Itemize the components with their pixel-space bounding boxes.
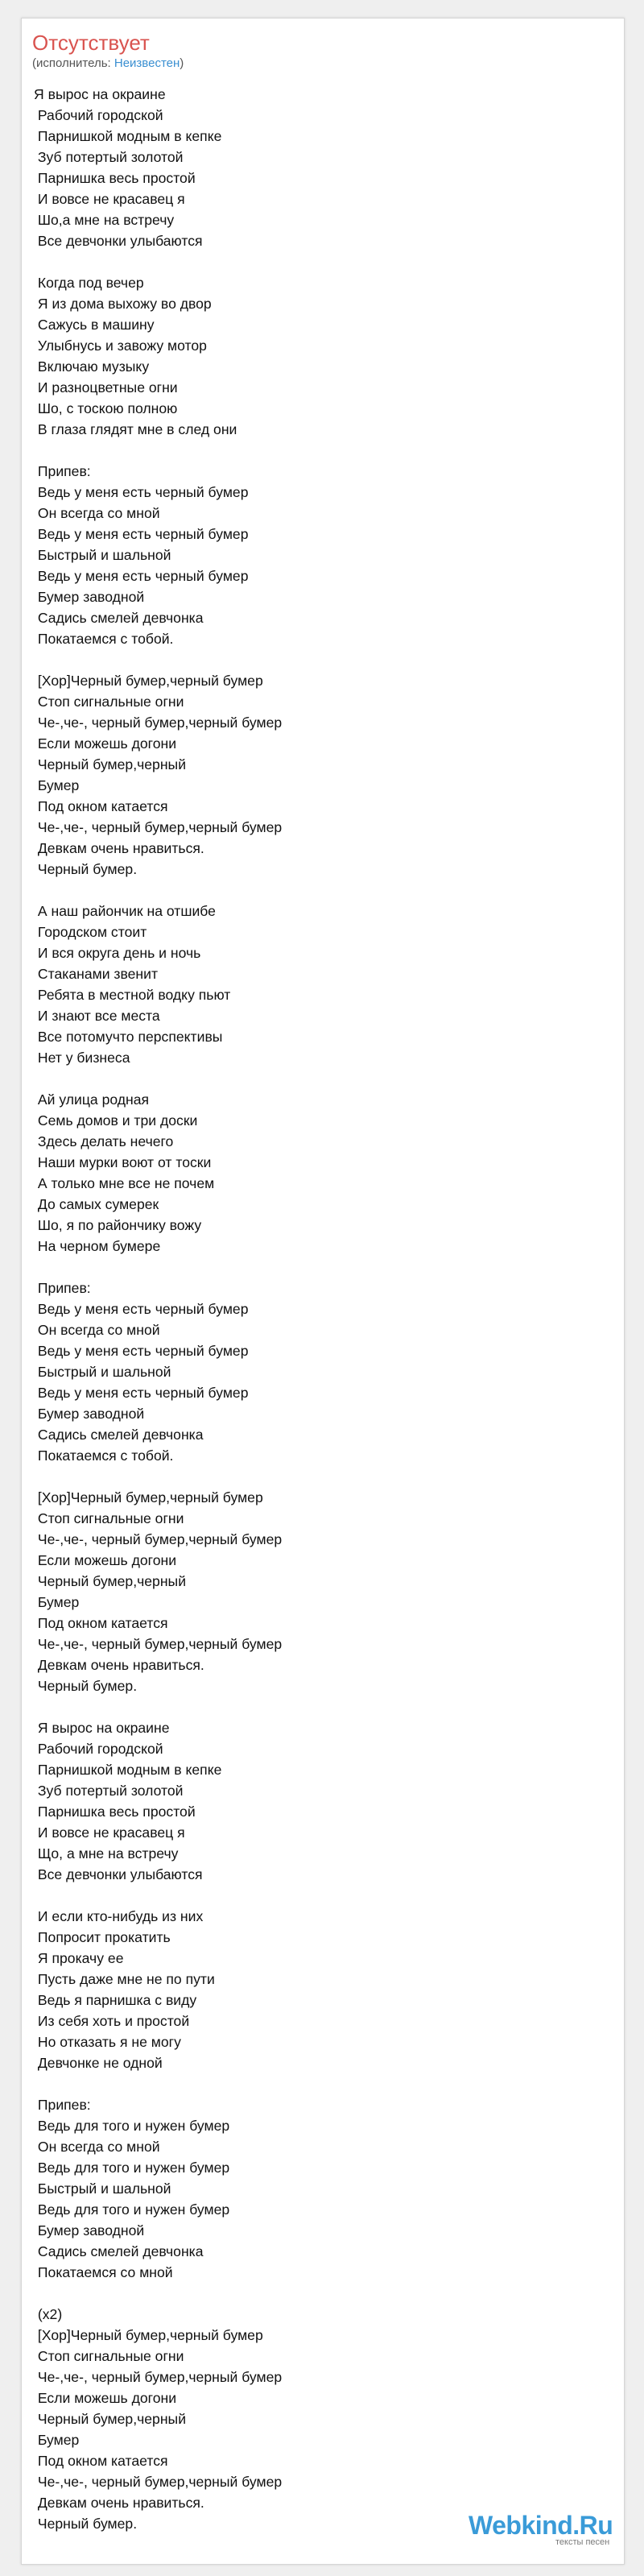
lyric-line: Стоп сигнальные огни xyxy=(34,1510,184,1526)
lyric-line: Он всегда со мной xyxy=(34,2139,160,2155)
lyric-line: Че-,че-, черный бумер,черный бумер xyxy=(34,2474,283,2490)
lyric-line: Он всегда со мной xyxy=(34,1322,160,1338)
lyric-line: И разноцветные огни xyxy=(34,379,178,396)
lyric-line: Шо,а мне на встречу xyxy=(34,212,175,228)
lyric-line: Черный бумер,черный xyxy=(34,1573,187,1589)
lyric-line: [Хор]Черный бумер,черный бумер xyxy=(34,2327,263,2343)
lyric-line: Припев: xyxy=(34,1280,91,1296)
lyric-line: Девкам очень нравиться. xyxy=(34,840,204,856)
lyric-line: Сажусь в машину xyxy=(34,317,155,333)
lyric-line: Быстрый и шальной xyxy=(34,547,171,563)
lyric-line: Че-,че-, черный бумер,черный бумер xyxy=(34,819,283,835)
site-logo[interactable] xyxy=(469,2511,613,2547)
lyric-line: Быстрый и шальной xyxy=(34,1364,171,1380)
lyric-line: Я из дома выхожу во двор xyxy=(34,296,212,312)
lyric-line: Но отказать я не могу xyxy=(34,2034,181,2050)
lyric-line: Все девчонки улыбаются xyxy=(34,233,203,249)
lyric-line: Че-,че-, черный бумер,черный бумер xyxy=(34,714,283,731)
lyric-line xyxy=(34,2073,597,2094)
lyrics-text xyxy=(34,84,597,2534)
lyric-line: Стоп сигнальные огни xyxy=(34,2348,184,2364)
lyric-line: Девчонке не одной xyxy=(34,2055,163,2071)
lyric-line: На черном бумере xyxy=(34,1238,161,1254)
lyric-line: Ведь у меня есть черный бумер xyxy=(34,568,249,584)
lyric-line: Он всегда со мной xyxy=(34,505,160,521)
lyric-line: Парнишка весь простой xyxy=(34,170,196,186)
lyric-line: Ай улица родная xyxy=(34,1091,150,1108)
lyric-line xyxy=(34,1068,597,1089)
lyric-line: Ребята в местной водку пьют xyxy=(34,987,231,1003)
lyric-line: [Хор]Черный бумер,черный бумер xyxy=(34,1489,263,1505)
lyric-line: А наш райончик на отшибе xyxy=(34,903,216,919)
lyric-line: Ведь для того и нужен бумер xyxy=(34,2118,230,2134)
lyric-line: И если кто-нибудь из них xyxy=(34,1908,204,1924)
lyric-line: Под окном катается xyxy=(34,798,168,814)
lyric-line: Ведь у меня есть черный бумер xyxy=(34,1301,249,1317)
lyric-line: Если можешь догони xyxy=(34,2390,177,2406)
lyric-line: Стоп сигнальные огни xyxy=(34,694,184,710)
lyric-line: Парнишкой модным в кепке xyxy=(34,128,222,144)
lyric-line xyxy=(34,1466,597,1487)
artist-line xyxy=(32,56,184,71)
lyric-line: Я вырос на окраине xyxy=(34,86,166,102)
lyric-line: Включаю музыку xyxy=(34,358,150,375)
lyric-line xyxy=(34,2283,597,2304)
lyric-line: Покатаемся с тобой. xyxy=(34,1447,174,1464)
lyric-line: Черный бумер. xyxy=(34,861,138,877)
lyric-line: Покатаемся со мной xyxy=(34,2264,173,2280)
lyric-line: Если можешь догони xyxy=(34,1552,177,1568)
lyric-line xyxy=(34,1885,597,1906)
lyric-line: Городском стоит xyxy=(34,924,147,940)
lyric-line xyxy=(34,1696,597,1717)
lyric-line: Че-,че-, черный бумер,черный бумер xyxy=(34,1636,283,1652)
lyric-line: [Хор]Черный бумер,черный бумер xyxy=(34,673,263,689)
lyric-line: Покатаемся с тобой. xyxy=(34,631,174,647)
lyric-line: Наши мурки воют от тоски xyxy=(34,1154,212,1170)
lyric-line: Рабочий городской xyxy=(34,107,163,123)
lyric-line: Черный бумер. xyxy=(34,1678,138,1694)
lyric-line: Под окном катается xyxy=(34,1615,168,1631)
lyric-line: Бумер заводной xyxy=(34,2222,145,2238)
lyric-line: Парнишкой модным в кепке xyxy=(34,1762,222,1778)
lyric-line: Садись смелей девчонка xyxy=(34,1427,204,1443)
artist-suffix: ) xyxy=(180,56,184,70)
lyric-line: Ведь для того и нужен бумер xyxy=(34,2201,230,2218)
lyric-line: Попросит прокатить xyxy=(34,1929,171,1945)
lyric-line: Садись смелей девчонка xyxy=(34,2243,204,2259)
lyric-line: Семь домов и три доски xyxy=(34,1112,198,1129)
lyric-line: Бумер xyxy=(34,777,80,793)
lyric-line xyxy=(34,440,597,461)
lyric-line: Ведь у меня есть черный бумер xyxy=(34,484,249,500)
lyric-line: Нет у бизнеса xyxy=(34,1050,130,1066)
lyric-line: Улыбнусь и завожу мотор xyxy=(34,338,207,354)
lyric-line: Девкам очень нравиться. xyxy=(34,2495,204,2511)
lyric-line: Пусть даже мне не по пути xyxy=(34,1971,215,1987)
lyric-line: Садись смелей девчонка xyxy=(34,610,204,626)
lyric-line: Шо, с тоскою полною xyxy=(34,400,178,416)
logo-brand-main: Webkind xyxy=(469,2511,573,2540)
lyric-line: Все потомучто перспективы xyxy=(34,1029,223,1045)
lyric-line: Ведь у меня есть черный бумер xyxy=(34,1343,249,1359)
logo-brand-suffix: .Ru xyxy=(572,2511,613,2540)
lyric-line: И знают все места xyxy=(34,1008,160,1024)
lyric-line: Черный бумер,черный xyxy=(34,756,187,772)
lyric-line xyxy=(34,1257,597,1278)
lyric-line: Из себя хоть и простой xyxy=(34,2013,190,2029)
lyric-line: И вовсе не красавец я xyxy=(34,1824,185,1841)
artist-prefix: (исполнитель: xyxy=(32,56,114,70)
lyric-line: Че-,че-, черный бумер,черный бумер xyxy=(34,1531,283,1547)
lyric-line: Я прокачу ее xyxy=(34,1950,124,1966)
lyric-line: Що, а мне на встречу xyxy=(34,1845,179,1862)
logo-tagline: тексты песен xyxy=(555,2537,610,2547)
lyric-line: И вся округа день и ночь xyxy=(34,945,201,961)
lyric-line xyxy=(34,649,597,670)
lyric-line: Ведь я парнишка с виду xyxy=(34,1992,197,2008)
lyric-line: Здесь делать нечего xyxy=(34,1133,174,1149)
lyric-line: Черный бумер. xyxy=(34,2516,138,2532)
lyric-line: Парнишка весь простой xyxy=(34,1804,196,1820)
lyric-line: Зуб потертый золотой xyxy=(34,149,184,165)
lyric-line: Все девчонки улыбаются xyxy=(34,1866,203,1882)
lyric-line: Бумер заводной xyxy=(34,1406,145,1422)
lyric-line: Я вырос на окраине xyxy=(34,1720,170,1736)
lyric-line: Быстрый и шальной xyxy=(34,2180,171,2197)
lyric-line: И вовсе не красавец я xyxy=(34,191,185,207)
lyric-line: Бумер заводной xyxy=(34,589,145,605)
lyric-line: (x2) xyxy=(34,2306,63,2322)
lyric-line: Бумер xyxy=(34,2432,80,2448)
song-title: Отсутствует xyxy=(32,31,150,55)
lyric-line: Когда под вечер xyxy=(34,275,144,291)
lyric-line: Черный бумер,черный xyxy=(34,2411,187,2427)
lyric-line xyxy=(34,251,597,272)
lyric-line: В глаза глядят мне в след они xyxy=(34,421,237,437)
lyric-line: Ведь для того и нужен бумер xyxy=(34,2160,230,2176)
lyric-line: Под окном катается xyxy=(34,2453,168,2469)
lyric-line xyxy=(34,880,597,901)
artist-link[interactable]: Неизвестен xyxy=(114,56,180,70)
lyric-line: Зуб потертый золотой xyxy=(34,1783,184,1799)
lyric-line: Ведь у меня есть черный бумер xyxy=(34,526,249,542)
lyric-line: А только мне все не почем xyxy=(34,1175,215,1191)
lyric-line: Че-,че-, черный бумер,черный бумер xyxy=(34,2369,283,2385)
lyric-line: Девкам очень нравиться. xyxy=(34,1657,204,1673)
lyric-line: Бумер xyxy=(34,1594,80,1610)
lyric-line: Стаканами звенит xyxy=(34,966,159,982)
lyric-line: Припев: xyxy=(34,463,91,479)
lyric-line: Шо, я по райончику вожу xyxy=(34,1217,202,1233)
lyric-line: Ведь у меня есть черный бумер xyxy=(34,1385,249,1401)
lyric-line: До самых сумерек xyxy=(34,1196,159,1212)
lyric-line: Если можешь догони xyxy=(34,735,177,752)
lyric-line: Припев: xyxy=(34,2097,91,2113)
lyric-line: Рабочий городской xyxy=(34,1741,163,1757)
